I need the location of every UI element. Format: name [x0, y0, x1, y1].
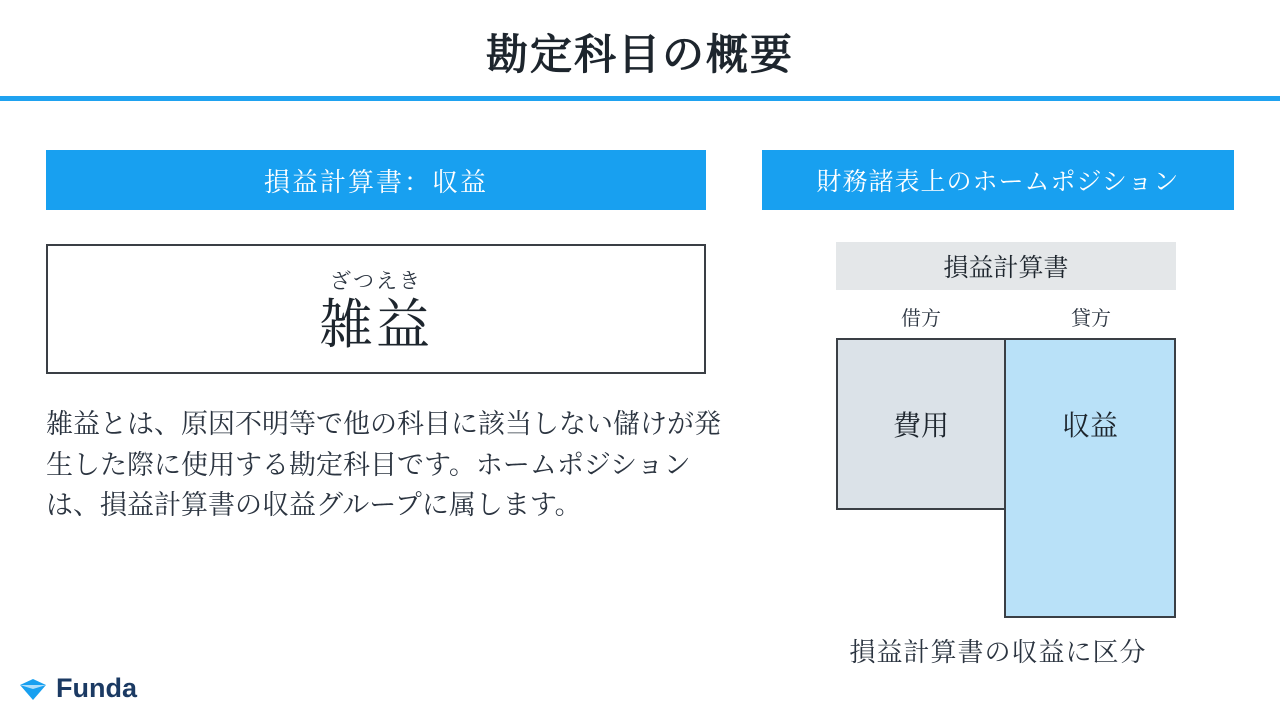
page-title: 勘定科目の概要 — [485, 31, 794, 78]
term-description: 雑益とは、原因不明等で他の科目に該当しない儲けが発生した際に使用する勘定科目です。ホームポジションは、損益計算書の収益グループに属します。 — [46, 409, 721, 520]
funda-diamond-icon — [18, 676, 48, 702]
column-label-credit: 貸方 — [1071, 308, 1111, 330]
section-header-income-statement: 損益計算書：収益 — [46, 150, 706, 210]
box-revenue: 収益 — [1004, 338, 1176, 618]
brand-logo — [18, 673, 137, 704]
section-header-home-position: 財務諸表上のホームポジション — [762, 150, 1234, 210]
box-expenses: 費用 — [836, 338, 1006, 510]
term-box — [46, 244, 706, 374]
right-column — [762, 150, 1234, 667]
left-column — [46, 150, 721, 526]
term-name: 雑益 — [319, 294, 433, 355]
statement-label: 損益計算書 — [836, 242, 1176, 290]
term-kana: ざつえき — [330, 269, 422, 293]
brand-name: Funda — [56, 673, 137, 703]
column-label-debit: 借方 — [901, 308, 941, 330]
diagram-caption: 損益計算書の収益に区分 — [849, 637, 1147, 667]
title-divider — [0, 96, 1280, 101]
